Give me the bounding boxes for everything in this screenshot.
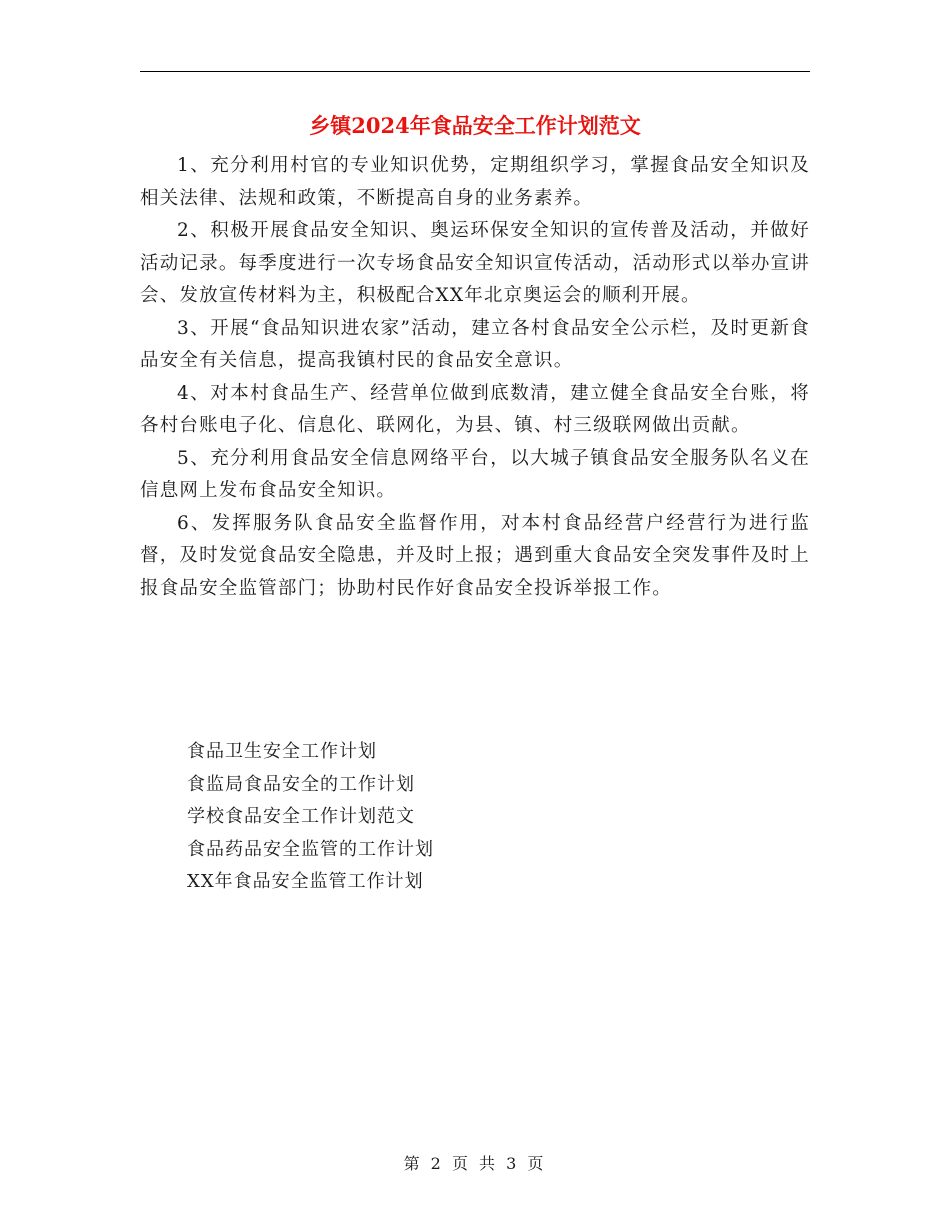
header-rule bbox=[140, 71, 810, 72]
paragraph-5: 5、充分利用食品安全信息网络平台，以大城子镇食品安全服务队名义在信息网上发布食品安全知识。 bbox=[140, 447, 810, 501]
paragraph-2: 2、积极开展食品安全知识、奥运环保安全知识的宣传普及活动，并做好活动记录。每季度进行一次专场食品安全知识宣传活动，活动形式以举办宣讲会、发放宣传材料为主，积极配合XX年北京奥运会的顺利开展。 bbox=[140, 220, 810, 306]
related-links-list bbox=[187, 736, 807, 899]
paragraph-1: 1、充分利用村官的专业知识优势，定期组织学习，掌握食品安全知识及相关法律、法规和政策，不断提高自身的业务素养。 bbox=[140, 155, 810, 209]
related-link-supervision-bureau[interactable]: 食监局食品安全的工作计划 bbox=[187, 773, 415, 795]
paragraph-3: 3、开展“食品知识进农家”活动，建立各村食品安全公示栏，及时更新食品安全有关信息，提高我镇村民的食品安全意识。 bbox=[140, 317, 810, 371]
paragraph-4: 4、对本村食品生产、经营单位做到底数清，建立健全食品安全台账，将各村台账电子化、信息化、联网化，为县、镇、村三级联网做出贡献。 bbox=[140, 382, 810, 436]
document-body bbox=[140, 150, 810, 605]
related-link-food-hygiene[interactable]: 食品卫生安全工作计划 bbox=[187, 741, 377, 762]
paragraph-6: 6、发挥服务队食品安全监督作用，对本村食品经营户经营行为进行监督，及时发觉食品安全隐患，并及时上报；遇到重大食品安全突发事件及时上报食品安全监管部门；协助村民作好食品安全投诉举报工作。 bbox=[140, 512, 810, 599]
page-number: 第 2 页 共 3 页 bbox=[403, 1154, 547, 1173]
document-title: 乡镇2024年食品安全工作计划范文 bbox=[309, 113, 641, 138]
related-link-school-plan[interactable]: 学校食品安全工作计划范文 bbox=[187, 806, 415, 827]
related-link-xx-year-plan[interactable]: XX年食品安全监管工作计划 bbox=[187, 871, 424, 892]
related-link-drug-supervision[interactable]: 食品药品安全监管的工作计划 bbox=[187, 838, 434, 860]
